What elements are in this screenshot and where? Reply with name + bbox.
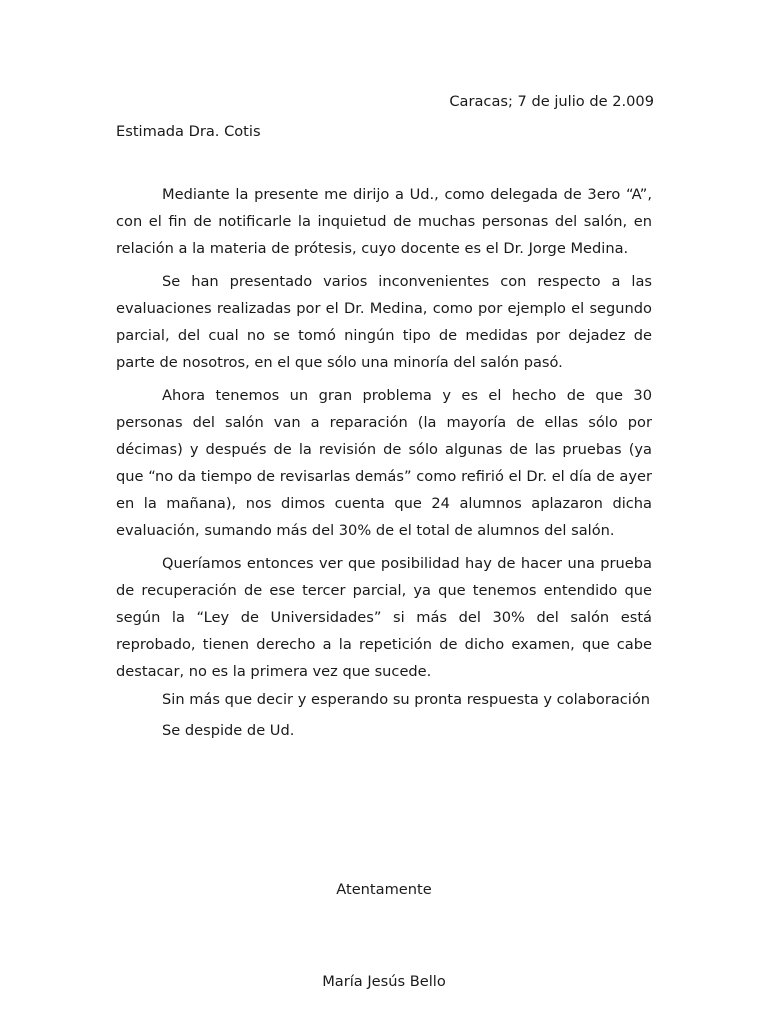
paragraph-intro: Mediante la presente me dirijo a Ud., como delegada de 3ero “A”, con el fin de notificarle la inquietud de muchas personas del salón, en relación a la materia de prótesis, cuyo docente es el Dr. Jorge Medina. [116,186,652,257]
paragraph-recuperacion: Queríamos entonces ver que posibilidad hay de hacer una prueba de recuperación de ese tercer parcial, ya que tenemos entendido que según la “Ley de Universidades” si más del 30% del salón está reprobado, tienen derecho a la repetición de dicho examen, que cabe destacar, no es la primera vez que sucede. [116,555,652,680]
letter-body [116,181,652,747]
paragraph-problema: Ahora tenemos un gran problema y es el hecho de que 30 personas del salón van a reparación (la mayoría de ellas sólo por décimas) y después de la revisión de sólo algunas de las pruebas (ya que “no da tiempo de revisarlas demás” como refirió el Dr. el día de ayer en la mañana), nos dimos cuenta que 24 alumnos aplazaron dicha evaluación, sumando más del 30% de el total de alumnos del salón. [116,387,652,539]
letter-date: Caracas; 7 de julio de 2.009 [449,93,654,110]
letter-signature: María Jesús Bello [322,973,446,990]
paragraph-se-despide: Se despide de Ud. [162,721,295,739]
letter-salutation: Estimada Dra. Cotis [116,123,261,140]
paragraph-despedida: Sin más que decir y esperando su pronta respuesta y colaboración [162,691,651,708]
letter-closing: Atentamente [336,881,432,898]
paragraph-inconvenientes: Se han presentado varios inconvenientes con respecto a las evaluaciones realizadas por el Dr. Medina, como por ejemplo el segundo parcial, del cual no se tomó ningún tipo de medidas por dejadez de parte de nosotros, en el que sólo una minoría del salón pasó. [116,273,652,371]
